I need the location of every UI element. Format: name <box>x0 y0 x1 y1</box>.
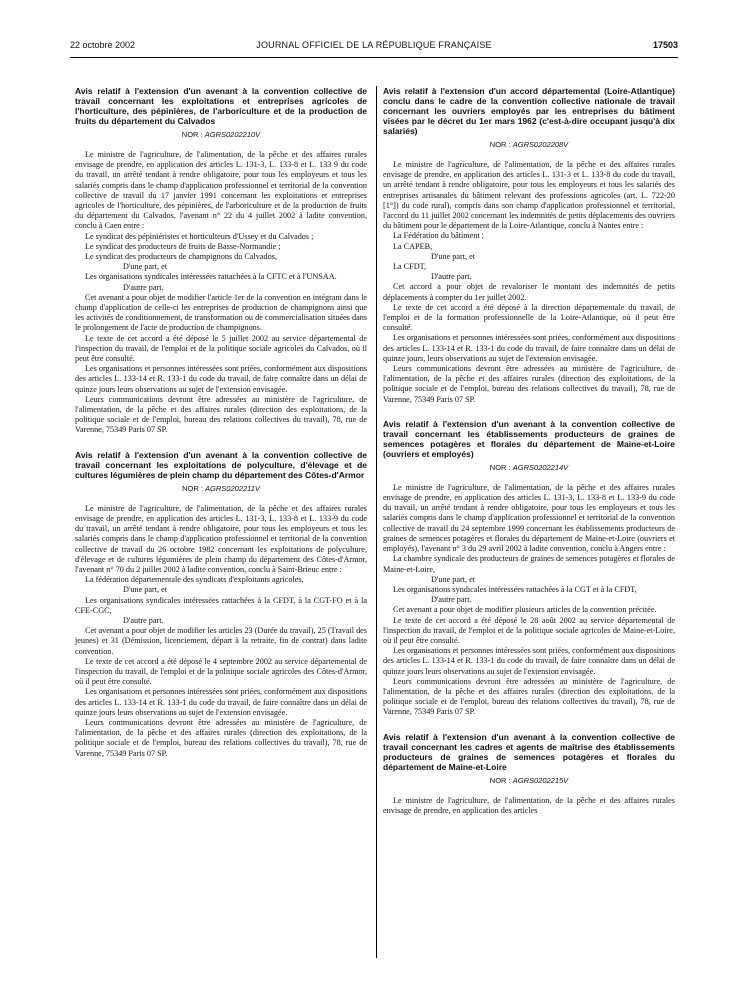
paragraph: La fédération départementale des syndicats d'exploitants agricoles, <box>85 575 304 585</box>
paragraph: Les organisations syndicales intéressées rattachées à la CGT et à la CFDT, <box>393 584 637 594</box>
paragraph: Le ministre de l'agriculture, de l'alimentation, de la pêche et des affaires rurales envisage de prendre, en application des articles L. 131-3, L. 133-8 et L. 133-9 du code du travail, un arrêté tendant à rendre obligatoire, pour tous les employeurs et tous les salariés compris dans le champ d'application professionnel et territorial de la convention collective de travail du 26 octobre 1982 concernant les exploitations de polyculture, d'élevage et de cultures légumières de plein champ du département des Côtes-d'Armor, l'avenant n° 70 du 2 juillet 2002 à ladite convention, conclu à Saint-Brieuc entre : <box>75 503 367 574</box>
paragraph: Le ministre de l'agriculture, de l'alimentation, de la pêche et des affaires rurales envisage de prendre, en application des articles <box>383 795 675 815</box>
paragraph: La CAPEB, <box>393 241 433 251</box>
nor-code: AGRS0202214V <box>512 462 569 472</box>
paragraph: D'autre part. <box>123 282 164 292</box>
paragraph: Le syndicat des producteurs de fruits de Basse-Normandie ; <box>85 241 281 251</box>
paragraph: Leurs communications devront être adressées au ministère de l'agriculture, de l'alimentation, de la pêche et des affaires rurales (direction des exploitations, de la politique sociale et de l'emploi, bureau des relations collectives du travail), 78, rue de Varenne, 75349 Paris 07 SP. <box>383 676 675 717</box>
paragraph: Les organisations syndicales intéressées rattachées à la CFTC et à l'UNSAA. <box>85 272 337 282</box>
page-header <box>70 40 678 54</box>
paragraph: Les organisations et personnes intéressées sont priées, conformément aux dispositions des articles L. 133-14 et R. 133-1 du code du travail, de faire connaître dans un délai de quinze jours leurs observations au sujet de l'extension envisagée. <box>75 687 367 717</box>
nor-code: AGRS0202208V <box>512 140 569 149</box>
paragraph: Cet accord a pour objet de revaloriser le montant des indemnités de petits déplacements à compter du 1er juillet 2002. <box>383 282 675 302</box>
header-date: 22 octobre 2002 <box>70 40 136 50</box>
paragraph: Cet avenant a pour objet de modifier les articles 23 (Durée du travail), 25 (Travail des jeunes) et 31 (Démission, licenciement, départ à la retraite, fin de contrat) dans ladite convention. <box>75 626 367 656</box>
nor-code: AGRS0202211V <box>205 483 260 493</box>
nor-code: AGRS0202210V <box>204 130 261 139</box>
paragraph: Le texte de cet accord a été déposé à la direction départementale du travail, de l'emploi et de la formation professionnelle de la Loire-Atlantique, où il peut être consulté. <box>383 302 675 333</box>
paragraph: Leurs communications devront être adressées au ministère de l'agriculture, de l'alimentation, de la pêche et des affaires rurales (direction des exploitations, de la politique sociale et de l'emploi, bureau des relations collectives du travail), 78, rue de Varenne, 75349 Paris 07 SP. <box>75 717 367 758</box>
nor-reference <box>383 140 675 149</box>
notice-calvados <box>75 86 367 436</box>
paragraph: Le syndicat des pépiniéristes et horticulteurs d'Ussey et du Calvados ; <box>85 231 314 241</box>
nor-code: AGRS0202215V <box>512 775 569 785</box>
notice-title: Avis relatif à l'extension d'un avenant à la convention collective de travail concernant les établissements producteurs de graines de semences potagères et florales du département de Maine-et-Loire (ouvriers et employés) <box>383 418 675 459</box>
paragraph: Le ministre de l'agriculture, de l'alimentation, de la pêche et des affaires rurales envisage de prendre, en application des articles L. 131-3, L. 133-8 et L. 133 9 du code du travail, un arrêté tendant à rendre obligatoire, pour tous les employeurs et tous les salariés compris dans le champ d'application professionnel et territorial de la convention collective de travail du 17 janvier 1991 concernant les exploitations et entreprises agricoles de l'horticulture, des pépinières, de l'arboriculture et de la production de fruits du département du Calvados, l'avenant n° 22 du 4 juillet 2002 à ladite convention, conclu à Caen entre : <box>75 150 367 231</box>
notice-title: Avis relatif à l'extension d'un accord départemental (Loire-Atlantique) conclu dans le cadre de la convention collective nationale de travail concernant les ouvriers employés par les entreprises du bâtiment visées par le décret du 1er mars 1962 (c'est-à-dire occupant jusqu'à dix salariés) <box>383 86 675 136</box>
nor-label: NOR : <box>182 483 203 493</box>
left-column <box>75 86 367 759</box>
paragraph: D'autre part. <box>431 272 472 282</box>
paragraph: Cet avenant a pour objet de modifier plusieurs articles de la convention précitée. <box>393 605 657 615</box>
nor-reference <box>383 776 675 785</box>
nor-reference <box>383 463 675 472</box>
paragraph: Les organisations et personnes intéressées sont priées, conformément aux dispositions des articles L. 133-14 et R. 133-1 du code du travail, de faire connaître dans un délai de quinze jours, leurs observations au sujet de l'extension envisagée. <box>383 333 675 363</box>
nor-reference <box>75 484 367 493</box>
paragraph: La CFDT, <box>393 262 427 272</box>
paragraph: D'une part, et <box>431 574 475 584</box>
paragraph: Le ministre de l'agriculture, de l'alimentation, de la pêche et des affaires rurales envisage de prendre, en application des articles L. 131-3, L. 133-8 et L. 133-9 du code du travail, un arrêté tendant à rendre obligatoire, pour tous les employeurs et tous les salariés compris dans le champ d'application professionnel et territorial de la convention collective de travail du 24 septembre 1999 concernant les établissements producteurs de graines de semences potagères et florales du département de Maine-et-Loire (ouvriers et employés), l'avenant n° 3 du 29 avril 2002 à ladite convention, conclu à Angers entre : <box>383 482 675 554</box>
notice-title: Avis relatif à l'extension d'un avenant à la convention collective de travail concernant les exploitations et entreprises agricoles de l'horticulture, des pépinières, de l'arboriculture et de la production de fruits du département du Calvados <box>75 86 367 126</box>
paragraph: D'une part, et <box>431 251 475 261</box>
nor-label: NOR : <box>489 462 511 472</box>
nor-reference <box>75 130 367 139</box>
paragraph: Le texte de cet accord a été déposé le 5 juillet 2002 au service départemental de l'inspection du travail, de l'emploi et de la politique sociale agricoles du Calvados, où il peut être consulté. <box>75 333 367 364</box>
paragraph: Leurs communications devront être adressées au ministère de l'agriculture, de l'alimentation, de la pêche et des affaires rurales (direction des exploitations, de la politique sociale et de l'emploi, bureau des relations collectives du travail), 78, rue de Varenne, 75349 Paris 07 SP. <box>75 394 367 435</box>
notice-loire-atlantique <box>383 86 675 405</box>
paragraph: Le texte de cet accord a été déposé le 28 août 2002 au service départemental de l'inspection du travail, de l'emploi et de la politique sociale agricoles de Maine-et-Loire, où il peut être consulté. <box>383 615 675 645</box>
right-column <box>383 86 675 816</box>
paragraph: D'autre part. <box>123 615 164 625</box>
paragraph: La chambre syndicale des producteurs de graines de semences potagères et florales de Maine-et-Loire, <box>383 554 675 574</box>
nor-label: NOR : <box>181 130 203 139</box>
paragraph: Les organisations syndicales intéressées rattachées à la CFDT, à la CGT-FO et à la CFE-CGC, <box>75 595 367 615</box>
paragraph: D'une part, et <box>123 585 167 595</box>
paragraph: Les organisations et personnes intéressées sont priées, conformément aux dispositions des articles L. 133-14 et R. 133-1 du code du travail, de faire connaître dans un délai de quinze jours leurs observations au sujet de l'extension envisagée. <box>75 364 367 394</box>
paragraph: D'autre part. <box>431 595 472 605</box>
paragraph: Les organisations et personnes intéressées sont priées, conformément aux dispositions des articles L. 133-14 et R. 133-1 du code du travail, de faire connaître dans un délai de quinze jours leurs observations au sujet de l'extension envisagée. <box>383 646 675 676</box>
notice-maine-et-loire-cadres <box>383 732 675 816</box>
paragraph: Le syndicat des producteurs de champignons du Calvados, <box>85 252 277 262</box>
paragraph: Leurs communications devront être adressées au ministère de l'agriculture, de l'alimentation, de la pêche et des affaires rurales (direction des exploitations, de la politique sociale et de l'emploi, bureau des relations collectives du travail), 78, rue de Varenne, 75349 Paris 07 SP. <box>383 364 675 404</box>
nor-label: NOR : <box>489 140 511 149</box>
column-divider <box>376 86 377 958</box>
notice-cotes-darmor <box>75 450 367 759</box>
notice-title: Avis relatif à l'extension d'un avenant à la convention collective de travail concernant les cadres et agents de maîtrise des établissements producteurs de graines de semences potagères et florales du département de Maine-et-Loire <box>383 731 675 772</box>
page-number: 17503 <box>652 40 678 50</box>
paragraph: Le texte de cet accord a été déposé le 4 septembre 2002 au service départemental de l'inspection du travail, de l'emploi et de la politique sociale agricoles des Côtes-d'Armor, où il peut être consulté. <box>75 656 367 687</box>
journal-title: JOURNAL OFFICIEL DE LA RÉPUBLIQUE FRANÇAISE <box>256 40 492 50</box>
paragraph: Le ministre de l'agriculture, de l'alimentation, de la pêche et des affaires rurales envisage de prendre, en application des articles L. 131-3 et L. 133-8 du code du travail, un arrêté tendant à rendre obligatoire, pour tous les employeurs et tous les salariés des entreprises artisanales du bâtiment relevant des professions agricoles (art. L. 722-20 [1°]) du code rural), compris dans son champ d'application professionnel et territorial, l'accord du 11 juillet 2002 concernant les indemnités de petits déplacements des ouvriers du bâtiment pour le département de la Loire-Atlantique, conclu à Nantes entre : <box>383 160 675 231</box>
notice-maine-et-loire-ouvriers <box>383 419 675 718</box>
paragraph: Cet avenant a pour objet de modifier l'article 1er de la convention en intégrant dans le champ d'application de celle-ci les entreprises de production de champignons ainsi que les activités de conditionnement, de transformation ou de commercialisation situées dans le prolongement de l'acte de production de champignons. <box>75 292 367 333</box>
paragraph: D'une part, et <box>123 262 167 272</box>
header-rule <box>70 57 678 58</box>
notice-title: Avis relatif à l'extension d'un avenant à la convention collective de travail concernant les exploitations de polyculture, d'élevage et de cultures légumières de plein champ du département des Côtes-d'Armor <box>75 449 367 480</box>
paragraph: La Fédération du bâtiment ; <box>393 231 484 241</box>
nor-label: NOR : <box>489 775 511 785</box>
